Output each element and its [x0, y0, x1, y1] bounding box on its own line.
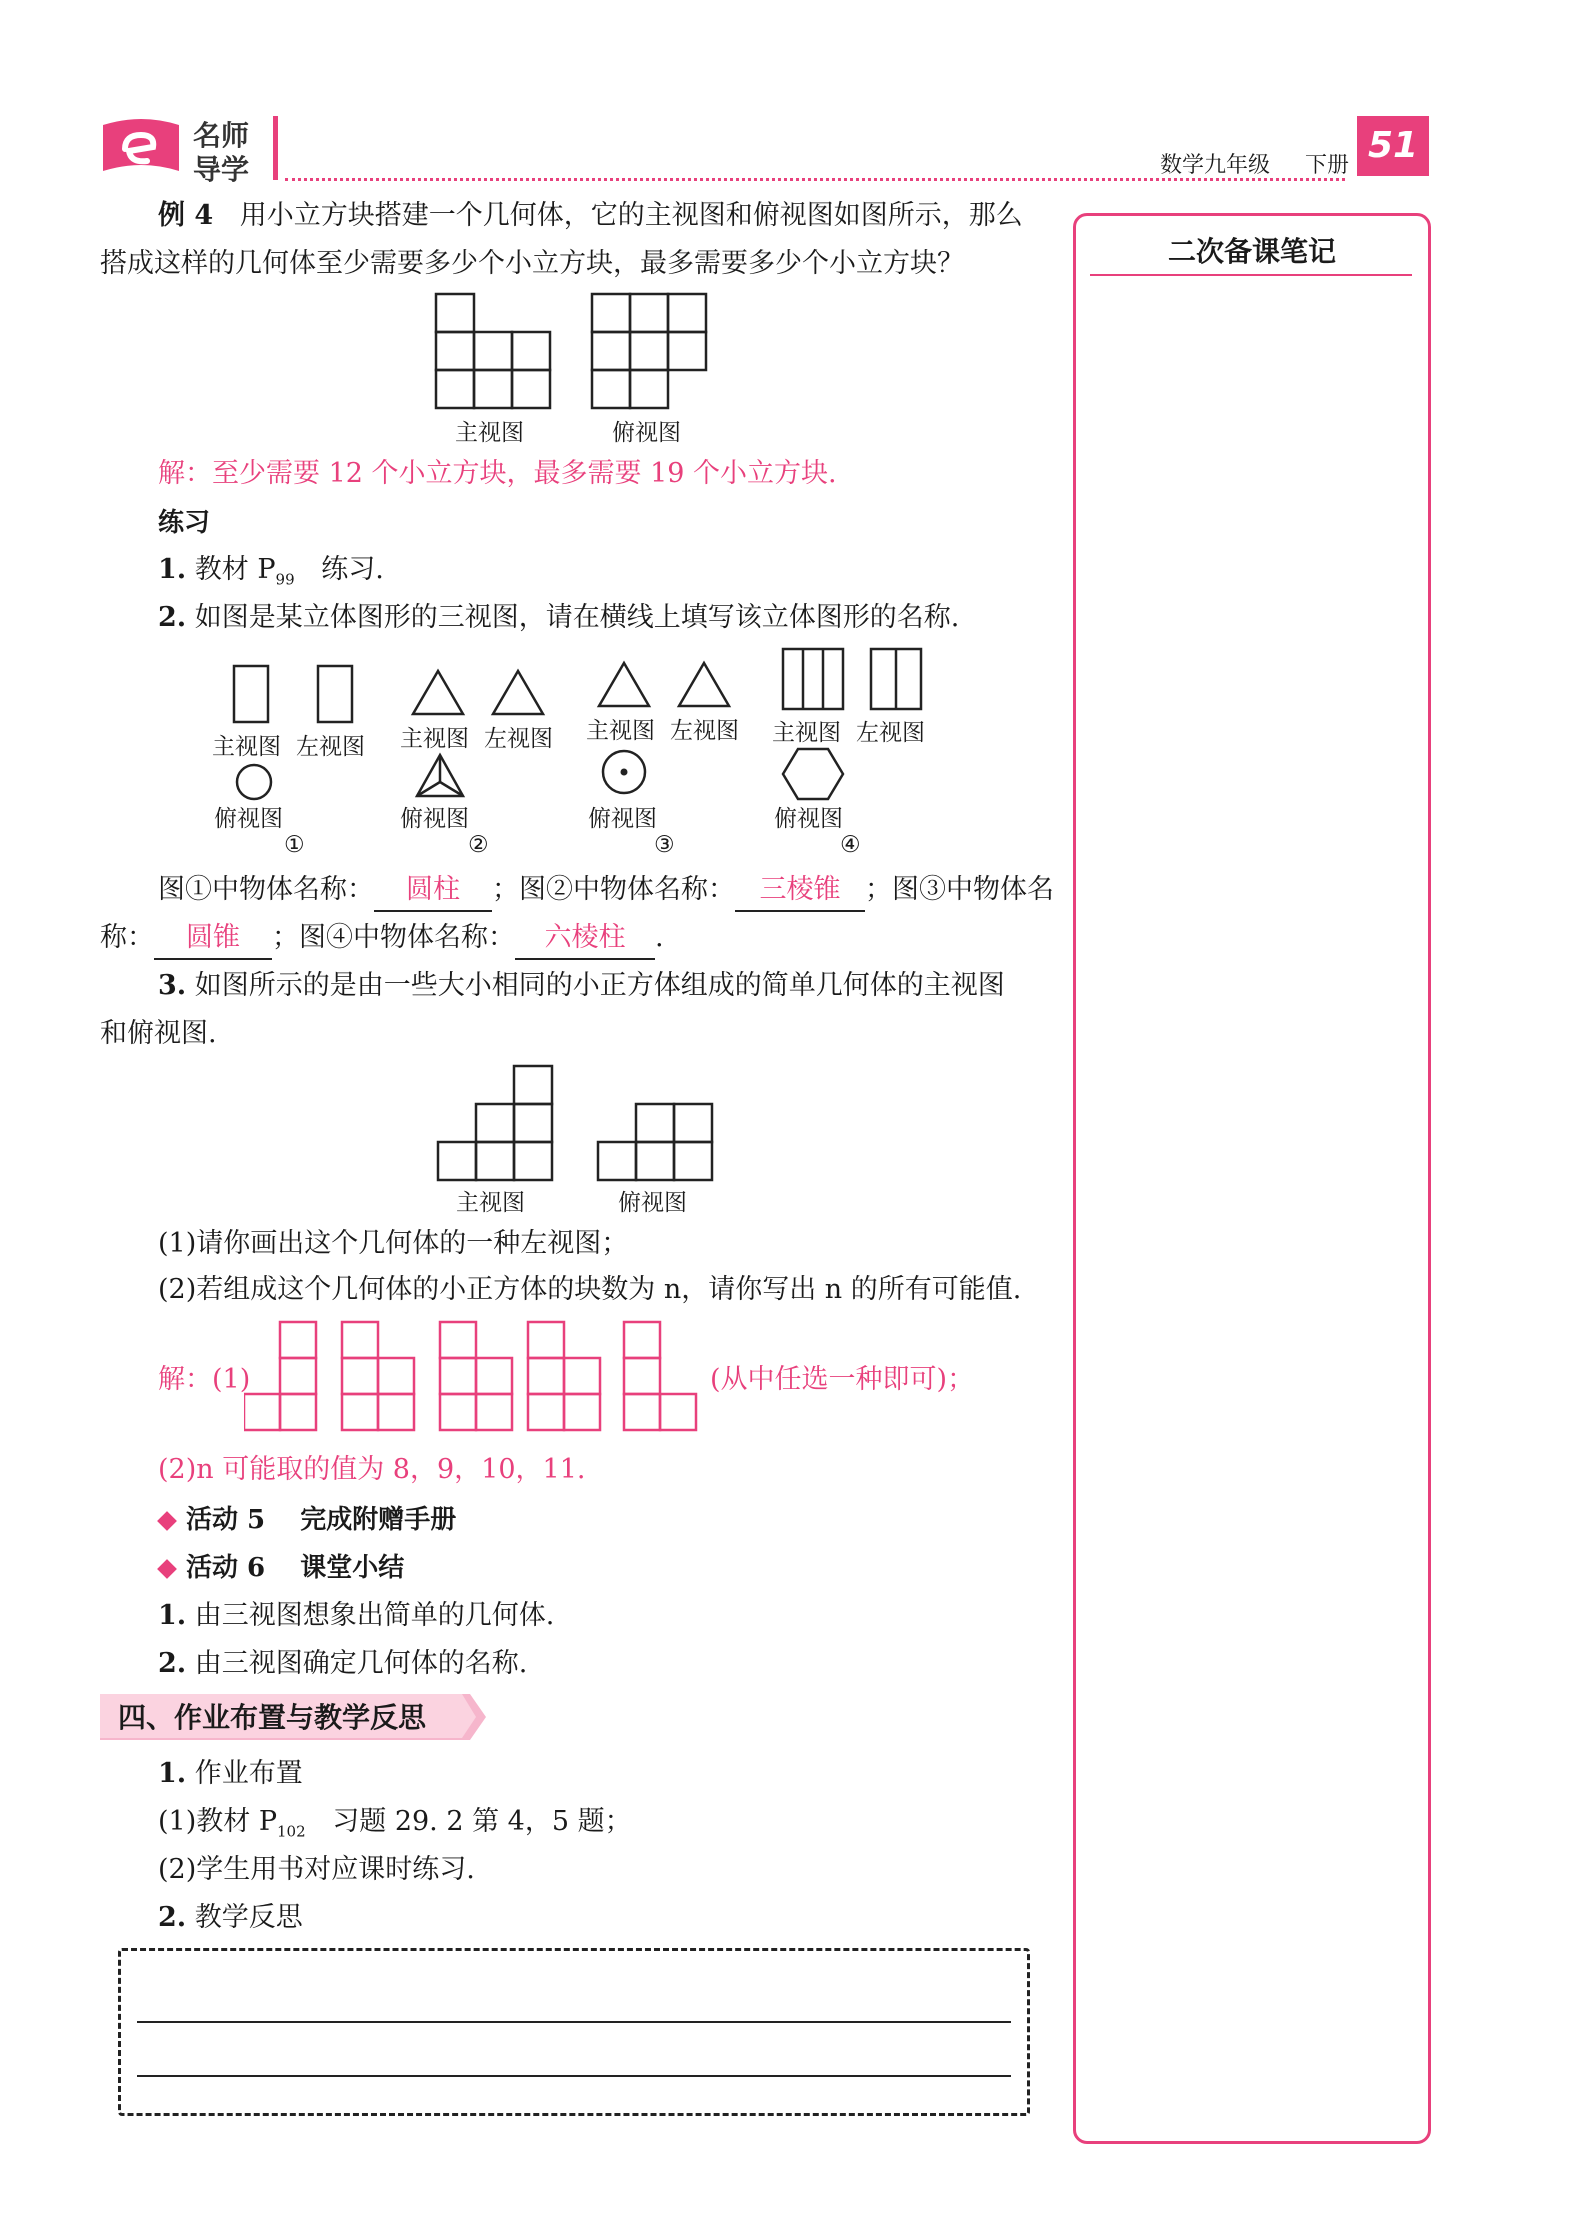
answer-fig4: 六棱柱: [515, 918, 655, 960]
notes-title-rule: [1090, 274, 1412, 276]
fig3-front-shape: [596, 660, 652, 710]
example4-label-front: 主视图: [455, 420, 524, 446]
q3-sub2: (2)若组成这个几何体的小正方体的块数为 n，请你写出 n 的所有可能值.: [158, 1274, 1022, 1305]
homework-item-2: (2)学生用书对应课时练习.: [158, 1854, 475, 1885]
brand-line1: 名师: [193, 119, 250, 152]
notes-panel-title: 二次备课笔记: [1167, 235, 1336, 268]
hw1-b: 习题 29. 2 第 4，5 题；: [332, 1806, 632, 1837]
q3-text1: 如图所示的是由一些大小相同的小正方体组成的简单几何体的主视图: [194, 970, 1005, 1001]
fig3-label-top: 俯视图: [588, 806, 657, 832]
q3-solution-part2: (2)n 可能取的值为 8，9，10，11.: [158, 1454, 586, 1485]
activity-5: [160, 1500, 456, 1540]
fig1-front-shape: [232, 664, 272, 726]
fig2-label-front: 主视图: [400, 726, 469, 752]
header-book: 数学九年级: [1160, 153, 1271, 178]
header-volume: 下册: [1305, 153, 1350, 178]
fill-text-4: 称：: [100, 922, 154, 953]
activity-6: [160, 1548, 404, 1588]
fig2-label-left: 左视图: [484, 726, 553, 752]
section4-title: 四、作业布置与教学反思: [118, 1701, 427, 1734]
diamond-bullet-icon: [157, 1559, 177, 1579]
q1-tail: 练习.: [321, 554, 384, 585]
reflection-title: 教学反思: [194, 1902, 303, 1933]
fig2-label-top: 俯视图: [400, 806, 469, 832]
practice-heading: 练习: [158, 508, 211, 538]
fig4-number: ④: [840, 832, 861, 858]
summary-1-text: 由三视图想象出简单的几何体.: [194, 1600, 555, 1631]
brand-bar: [273, 116, 278, 180]
q2-answer-line1: [158, 870, 1054, 912]
fill-text-6: .: [655, 922, 664, 953]
q3-number: 3.: [158, 970, 187, 1001]
fig3-label-left: 左视图: [670, 718, 739, 744]
example4-solution: 解：至少需要 12 个小立方块，最多需要 19 个小立方块.: [158, 458, 837, 489]
practice-q1: [158, 550, 384, 599]
page-number: 51: [1357, 116, 1429, 176]
homework-item-1: [158, 1802, 632, 1851]
answer-fig2: 三棱锥: [735, 870, 865, 912]
reflection-line-2: [137, 2075, 1011, 2077]
fig1-left-shape: [316, 664, 356, 726]
activity-6-text: 课堂小结: [300, 1553, 405, 1583]
example4-top-view: [590, 292, 710, 412]
fig4-top-shape: [780, 746, 846, 802]
fig4-label-left: 左视图: [856, 720, 925, 746]
q2-text: 如图是某立体图形的三视图，请在横线上填写该立体图形的名称.: [194, 602, 960, 633]
q3-top-view: [594, 1102, 718, 1184]
fig3-label-front: 主视图: [586, 718, 655, 744]
fig1-label-front: 主视图: [212, 734, 281, 760]
summary-1: [158, 1596, 554, 1636]
fig1-number: ①: [284, 832, 305, 858]
summary-2: [158, 1644, 527, 1684]
fig1-label-top: 俯视图: [214, 806, 283, 832]
reflection-heading: [158, 1898, 303, 1938]
q1-text: 教材 P: [194, 554, 276, 585]
activity-5-text: 完成附赠手册: [300, 1505, 457, 1535]
fig4-label-front: 主视图: [772, 720, 841, 746]
fig2-number: ②: [468, 832, 489, 858]
fig2-front-shape: [410, 668, 466, 718]
diamond-bullet-icon: [157, 1511, 177, 1531]
fill-text-1: 图①中物体名称：: [158, 874, 374, 905]
summary-2-text: 由三视图确定几何体的名称.: [194, 1648, 528, 1679]
homework-number: 1.: [158, 1758, 187, 1789]
reflection-line-1: [137, 2021, 1011, 2023]
q3-left-view-options: [244, 1318, 710, 1440]
q3-sub1: (1)请你画出这个几何体的一种左视图；: [158, 1228, 629, 1259]
example4-front-view: [434, 292, 554, 412]
fig3-left-shape: [676, 660, 732, 710]
fig2-top-shape: [414, 752, 466, 800]
fig2-left-shape: [490, 668, 546, 718]
q3-front-view: [434, 1064, 558, 1184]
reflection-box: [118, 1948, 1030, 2116]
homework-heading: [158, 1754, 303, 1794]
activity-6-label: 活动 6: [186, 1553, 266, 1583]
q3-label-top: 俯视图: [618, 1190, 687, 1216]
q3-label-front: 主视图: [456, 1190, 525, 1216]
answer-fig3: 圆锥: [154, 918, 272, 960]
summary-1-number: 1.: [158, 1600, 187, 1631]
practice-q2: [158, 598, 959, 638]
activity-5-label: 活动 5: [186, 1505, 266, 1535]
fig3-number: ③: [654, 832, 675, 858]
header: [95, 110, 1435, 190]
fill-text-5: ；图④中物体名称：: [272, 922, 515, 953]
fig4-front-shape: [780, 646, 846, 712]
brand-logo-icon: [95, 115, 187, 183]
hw1-a: (1)教材 P: [158, 1806, 277, 1837]
answer-fig1: 圆柱: [374, 870, 492, 912]
example4-label-top: 俯视图: [612, 420, 681, 446]
notes-panel: [1073, 213, 1431, 2144]
q1-number: 1.: [158, 554, 187, 585]
homework-title: 作业布置: [194, 1758, 303, 1789]
fill-text-3: ；图③中物体名: [865, 874, 1054, 905]
fig4-label-top: 俯视图: [774, 806, 843, 832]
reflection-number: 2.: [158, 1902, 187, 1933]
q3-solution-prefix: 解：(1): [158, 1364, 251, 1395]
summary-2-number: 2.: [158, 1648, 187, 1679]
q1-page-sub: 99: [275, 570, 295, 589]
fill-text-2: ；图②中物体名称：: [492, 874, 735, 905]
example4-line2: 搭成这样的几何体至少需要多少个小立方块，最多需要多少个小立方块？: [100, 248, 964, 279]
fig1-top-shape: [234, 762, 274, 802]
q2-answer-line2: [100, 918, 664, 960]
q2-number: 2.: [158, 602, 187, 633]
brand-line2: 导学: [193, 153, 250, 186]
fig3-top-shape: [600, 748, 648, 796]
fig4-left-shape: [868, 646, 924, 712]
example4-text1: 用小立方块搭建一个几何体，它的主视图和俯视图如图所示，那么: [239, 200, 1023, 231]
example4-line1: [158, 196, 1023, 236]
practice-q3-line2: 和俯视图.: [100, 1018, 217, 1049]
fig1-label-left: 左视图: [296, 734, 365, 760]
hw1-sub: 102: [277, 1822, 306, 1841]
q3-solution-suffix: (从中任选一种即可)；: [710, 1364, 975, 1395]
example4-tag: 例 4: [158, 200, 214, 231]
practice-q3-line1: [158, 966, 1005, 1006]
